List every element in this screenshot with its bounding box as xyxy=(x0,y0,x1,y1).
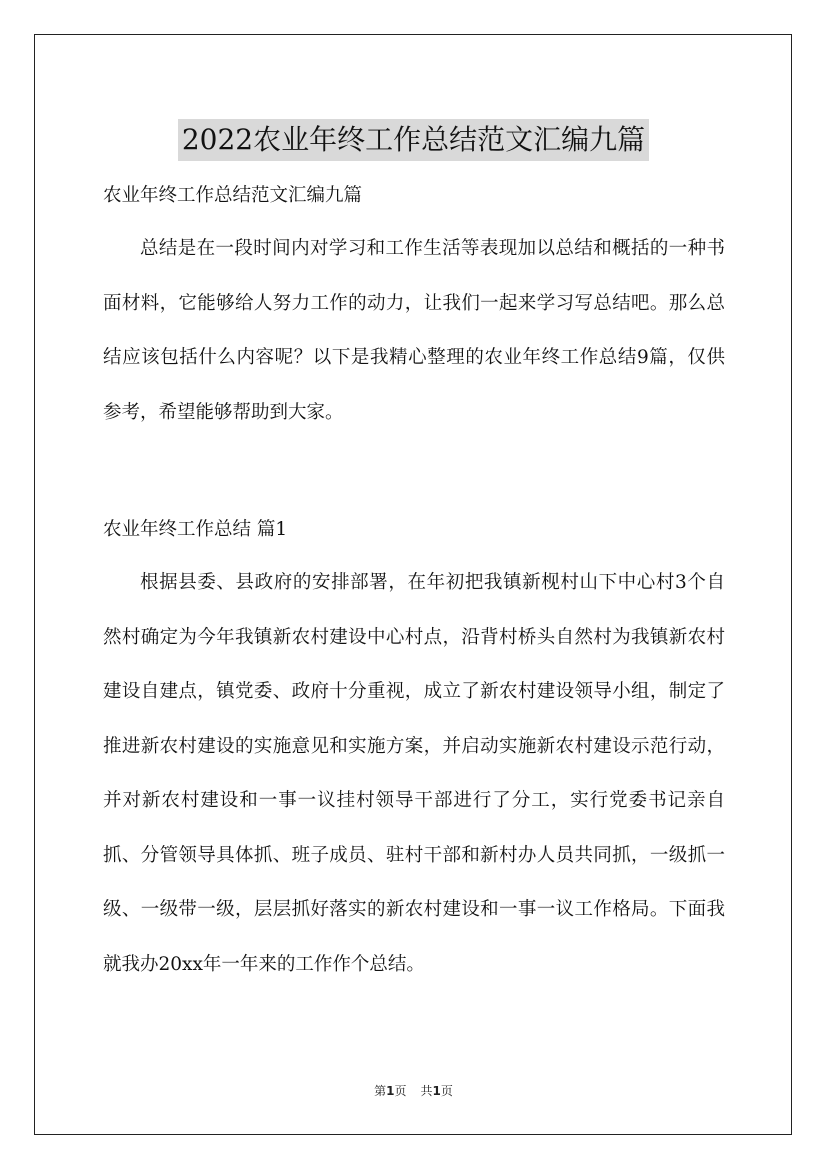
document-title: 2022农业年终工作总结范文汇编九篇 xyxy=(178,119,649,161)
intro-paragraph: 总结是在一段时间内对学习和工作生活等表现加以总结和概括的一种书面材料，它能够给人努力工作的动力，让我们一起来学习写总结吧。那么总结应该包括什么内容呢？以下是我精心整理的农业年终工作总结9篇，仅供参考，希望能够帮助到大家。 xyxy=(103,238,725,423)
document-body xyxy=(103,170,725,992)
page-current: 1 xyxy=(386,1084,395,1098)
section-body-1: 根据县委、县政府的安排部署，在年初把我镇新枧村山下中心村3个自然村确定为今年我镇新农村建设中心村点，沿背村桥头自然村为我镇新农村建设自建点，镇党委、政府十分重视，成立了新农村建设领导小组，制定了推进新农村建设的实施意见和实施方案，并启动实施新农村建设示范行动，并对新农村建设和一事一议挂村领导干部进行了分工，实行党委书记亲自抓、分管领导具体抓、班子成员、驻村干部和新村办人员共同抓，一级抓一级、一级带一级，层层抓好落实的新农村建设和一事一议工作格局。下面我就我办20xx年一年来的工作作个总结。 xyxy=(103,572,725,975)
total-suffix: 页 xyxy=(440,1084,453,1098)
total-pages: 1 xyxy=(432,1084,441,1098)
section-gap xyxy=(103,440,725,504)
title-container xyxy=(0,100,827,180)
page-suffix: 页 xyxy=(394,1084,407,1098)
total-prefix: 共 xyxy=(420,1084,433,1098)
document-subtitle: 农业年终工作总结范文汇编九篇 xyxy=(103,185,363,206)
page-footer xyxy=(0,1082,827,1099)
page-prefix: 第 xyxy=(374,1084,387,1098)
section-heading-1: 农业年终工作总结 篇1 xyxy=(103,519,288,540)
